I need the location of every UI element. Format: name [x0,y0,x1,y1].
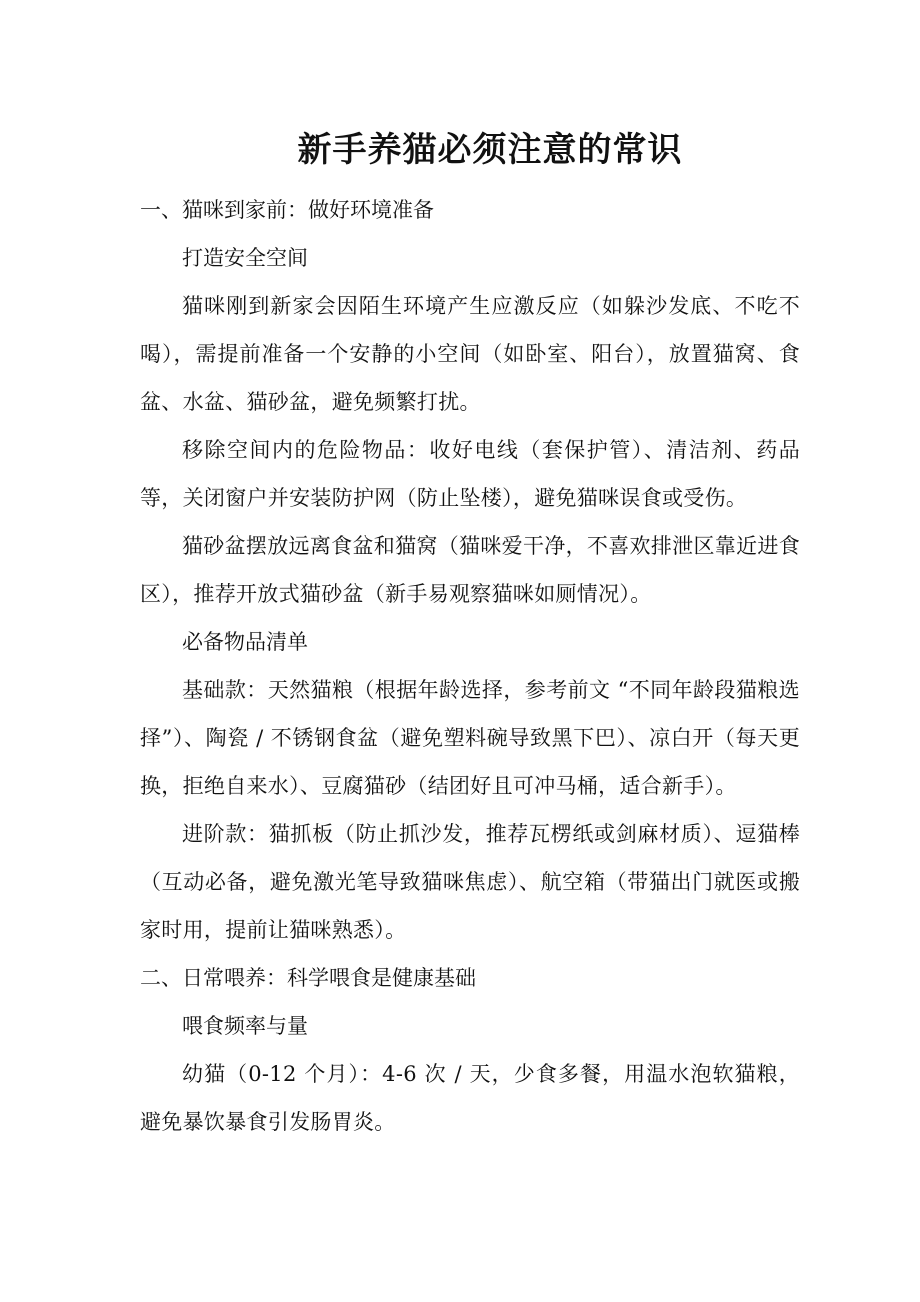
subheading-safe-space: 打造安全空间 [182,246,308,270]
paragraph-basic-items: 基础款：天然猫粮（根据年龄选择，参考前文 “不同年龄段猫粮选择”）、陶瓷 / 不锈钢食盆（避免塑料碗导致黑下巴）、凉白开（每天更换，拒绝自来水）、豆腐猫砂（结团好且可冲马桶，适合新手）。 [140,678,800,798]
document-title: 新手养猫必须注意的常识 [297,130,683,170]
paragraph-advanced-items: 进阶款：猫抓板（防止抓沙发，推荐瓦楞纸或剑麻材质）、逗猫棒（互动必备，避免激光笔导致猫咪焦虑）、航空箱（带猫出门就医或搬家时用，提前让猫咪熟悉）。 [140,822,800,942]
paragraph-litter-box: 猫砂盆摆放远离食盆和猫窝（猫咪爱干净，不喜欢排泄区靠近进食区），推荐开放式猫砂盆（新手易观察猫咪如厕情况）。 [140,534,800,606]
section-heading-2: 二、日常喂养：科学喂食是健康基础 [140,966,476,990]
subheading-essentials: 必备物品清单 [182,630,308,654]
section-heading-1: 一、猫咪到家前：做好环境准备 [140,198,434,222]
paragraph-stress: 猫咪刚到新家会因陌生环境产生应激反应（如躲沙发底、不吃不喝），需提前准备一个安静的小空间（如卧室、阳台），放置猫窝、食盆、水盆、猫砂盆，避免频繁打扰。 [140,294,800,414]
subheading-feeding-frequency: 喂食频率与量 [182,1014,308,1038]
paragraph-kitten-feeding: 幼猫（0-12 个月）：4-6 次 / 天，少食多餐，用温水泡软猫粮，避免暴饮暴食引发肠胃炎。 [140,1062,800,1134]
paragraph-hazards: 移除空间内的危险物品：收好电线（套保护管）、清洁剂、药品等，关闭窗户并安装防护网（防止坠楼），避免猫咪误食或受伤。 [140,438,800,510]
